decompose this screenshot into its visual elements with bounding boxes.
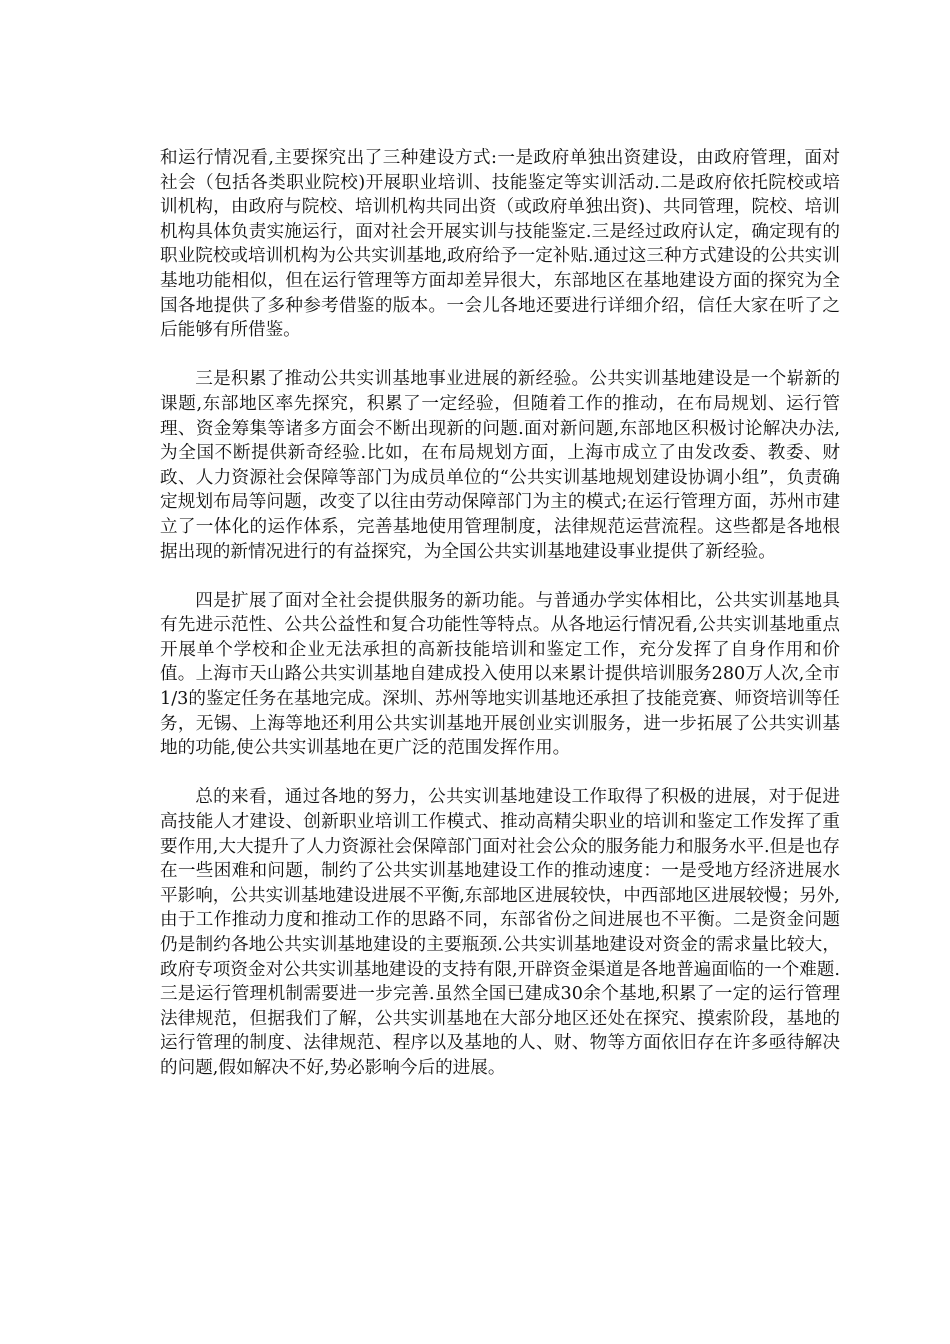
paragraph-2: 三是积累了推动公共实训基地事业进展的新经验。公共实训基地建设是一个崭新的课题,东部地区率先探究，积累了一定经验，但随着工作的推动，在布局规划、运行管理、资金筹集等诸多方面会不断出现新的问题.面对新问题,东部地区积极讨论解决办法,为全国不断提供新奇经验.比如，在布局规划方面，上海市成立了由发改委、教委、财政、人力资源社会保障等部门为成员单位的“公共实训基地规划建设协调小组”，负责确定规划布局等问题，改变了以往由劳动保障部门为主的模式;在运行管理方面，苏州市建立了一体化的运作体系，完善基地使用管理制度，法律规范运营流程。这些都是各地根据出现的新情况进行的有益探究，为全国公共实训基地建设事业提供了新经验。 (160, 369, 840, 562)
paragraph-1: 和运行情况看,主要探究出了三种建设方式:一是政府单独出资建设，由政府管理，面对社会（包括各类职业院校)开展职业培训、技能鉴定等实训活动.二是政府依托院校或培训机构，由政府与院校、培训机构共同出资（或政府单独出资)、共同管理，院校、培训机构具体负责实施运行，面对社会开展实训与技能鉴定.三是经过政府认定，确定现有的职业院校或培训机构为公共实训基地,政府给予一定补贴.通过这三种方式建设的公共实训基地功能相似，但在运行管理等方面却差异很大，东部地区在基地建设方面的探究为全国各地提供了多种参考借鉴的版本。一会儿各地还要进行详细介绍，信任大家在听了之后能够有所借鉴。 (160, 148, 840, 341)
paragraph-3: 四是扩展了面对全社会提供服务的新功能。与普通办学实体相比，公共实训基地具有先进示范性、公共公益性和复合功能性等特点。从各地运行情况看,公共实训基地重点开展单个学校和企业无法承担的高新技能培训和鉴定工作，充分发挥了自身作用和价值。上海市天山路公共实训基地自建成投入使用以来累计提供培训服务280万人次,全市1/3的鉴定任务在基地完成。深圳、苏州等地实训基地还承担了技能竞赛、师资培训等任务，无锡、上海等地还利用公共实训基地开展创业实训服务，进一步拓展了公共实训基地的功能,使公共实训基地在更广泛的范围发挥作用。 (160, 590, 840, 759)
document-body (160, 146, 840, 1081)
paragraph-4: 总的来看，通过各地的努力，公共实训基地建设工作取得了积极的进展，对于促进高技能人才建设、创新职业培训工作模式、推动高精尖职业的培训和鉴定工作发挥了重要作用,大大提升了人力资源社会保障部门面对社会公众的服务能力和服务水平.但是也存在一些困难和问题，制约了公共实训基地建设工作的推动速度：一是受地方经济进展水平影响，公共实训基地建设进展不平衡,东部地区进展较快，中西部地区进展较慢；另外,由于工作推动力度和推动工作的思路不同，东部省份之间进展也不平衡。二是资金问题仍是制约各地公共实训基地建设的主要瓶颈.公共实训基地建设对资金的需求量比较大，政府专项资金对公共实训基地建设的支持有限,开辟资金渠道是各地普遍面临的一个难题.三是运行管理机制需要进一步完善.虽然全国已建成30余个基地,积累了一定的运行管理法律规范，但据我们了解，公共实训基地在大部分地区还处在探究、摸索阶段，基地的运行管理的制度、法律规范、程序以及基地的人、财、物等方面依旧存在许多亟待解决的问题,假如解决不好,势必影响今后的进展。 (160, 787, 840, 1078)
